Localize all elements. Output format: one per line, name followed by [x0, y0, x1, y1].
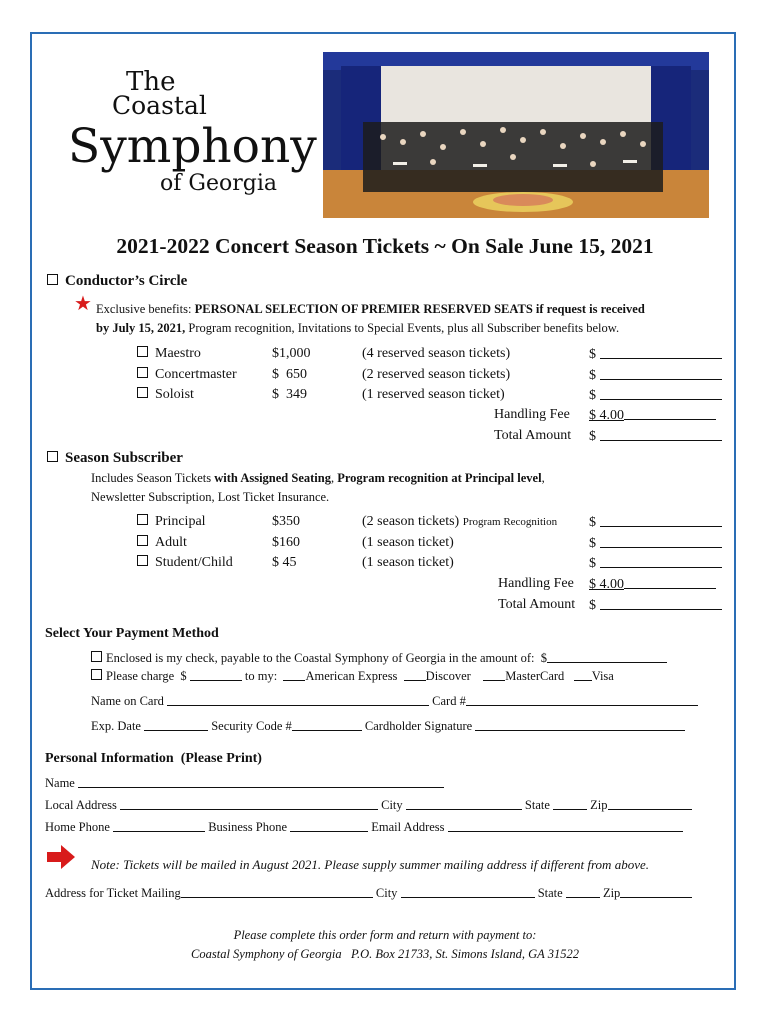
personal-info-heading: Personal Information (Please Print) — [45, 751, 262, 766]
tier-student-price: $ 45 — [272, 555, 297, 570]
tier-concertmaster-amount[interactable]: $ — [589, 367, 722, 384]
footer-instructions: Please complete this order form and return with payment to: — [233, 928, 537, 942]
subscriber-total-label: Total Amount — [498, 597, 576, 612]
maestro-checkbox[interactable] — [137, 346, 148, 357]
tier-adult-price: $160 — [272, 535, 300, 550]
tier-student-desc: (1 season ticket) — [362, 555, 454, 570]
mastercard-option: MasterCard — [505, 669, 565, 683]
svg-text:of Georgia: of Georgia — [160, 171, 277, 196]
adult-checkbox[interactable] — [137, 535, 148, 546]
check-checkbox[interactable] — [91, 651, 102, 662]
svg-text:Coastal: Coastal — [112, 91, 207, 120]
student-checkbox[interactable] — [137, 555, 148, 566]
page-title: 2021-2022 Concert Season Tickets ~ On Sale June 15, 2021 — [116, 234, 654, 258]
visa-option: Visa — [591, 669, 614, 683]
conductors-circle-checkbox[interactable] — [47, 274, 58, 285]
season-subscriber-checkbox[interactable] — [47, 451, 58, 462]
tier-concertmaster-option[interactable]: Concertmaster — [137, 367, 237, 383]
conductors-benefits-line1: Exclusive benefits: PERSONAL SELECTION OF PREMIER RESERVED SEATS if request is received — [96, 302, 645, 316]
tier-adult-desc: (1 season ticket) — [362, 535, 454, 550]
soloist-checkbox[interactable] — [137, 387, 148, 398]
conductors-total-label: Total Amount — [494, 428, 572, 443]
conductors-benefits-line2: by July 15, 2021, Program recognition, Invitations to Special Events, plus all Subscriber benefits below. — [96, 321, 620, 335]
phone-email-row[interactable]: Home Phone Business Phone Email Address — [45, 819, 683, 835]
star-icon: ★ — [74, 293, 92, 315]
tier-maestro-desc: (4 reserved season tickets) — [362, 346, 511, 361]
tier-soloist-desc: (1 reserved season ticket) — [362, 387, 505, 402]
name-field[interactable]: Name — [45, 775, 444, 791]
amex-option: American Express — [305, 669, 398, 683]
tier-principal-option[interactable]: Principal — [137, 514, 206, 530]
card-exp-row[interactable]: Exp. Date Security Code # Cardholder Signature — [91, 718, 685, 734]
conductors-total-amount[interactable]: $ — [589, 428, 722, 445]
payment-check-option[interactable]: Enclosed is my check, payable to the Coastal Symphony of Georgia in the amount of: $ — [91, 650, 667, 666]
tier-maestro-price: $1,000 — [272, 346, 311, 361]
coastal-symphony-logo — [60, 62, 317, 212]
tier-concertmaster-desc: (2 reserved season tickets) — [362, 367, 511, 382]
ticket-mailing-row[interactable]: Address for Ticket Mailing City State Zip — [45, 885, 692, 901]
tier-soloist-option[interactable]: Soloist — [137, 387, 194, 403]
tier-soloist-price: $ 349 — [272, 387, 307, 402]
svg-text:Symphony: Symphony — [68, 119, 317, 174]
tier-principal-price: $350 — [272, 514, 300, 529]
mailing-note: Note: Tickets will be mailed in August 2021. Please supply summer mailing address if different from above. — [91, 857, 649, 872]
card-name-row[interactable]: Name on Card Card # — [91, 693, 698, 709]
footer-address: Coastal Symphony of Georgia P.O. Box 21733, St. Simons Island, GA 31522 — [191, 947, 579, 961]
subscriber-desc-line1: Includes Season Tickets with Assigned Seating, Program recognition at Principal level, — [91, 471, 545, 485]
concertmaster-checkbox[interactable] — [137, 367, 148, 378]
season-subscriber-heading[interactable]: Season Subscriber — [47, 450, 183, 467]
conductors-handling-fee-value: $ 4.00 — [589, 407, 716, 424]
conductors-circle-heading[interactable]: Conductor’s Circle — [47, 273, 187, 290]
local-address-row[interactable]: Local Address City State Zip — [45, 797, 692, 813]
tier-maestro-amount[interactable]: $ — [589, 346, 722, 363]
conductors-handling-fee-label: Handling Fee — [494, 407, 570, 422]
tier-concertmaster-price: $ 650 — [272, 367, 307, 382]
payment-charge-option[interactable]: Please charge $ to my: American Express Discover MasterCard Visa — [91, 668, 614, 684]
subscriber-desc-line2: Newsletter Subscription, Lost Ticket Insurance. — [91, 490, 330, 504]
payment-heading: Select Your Payment Method — [45, 626, 219, 641]
tier-principal-amount[interactable]: $ — [589, 514, 722, 531]
discover-option: Discover — [425, 669, 471, 683]
charge-checkbox[interactable] — [91, 669, 102, 680]
tier-principal-desc: (2 season tickets) Program Recognition — [362, 514, 558, 529]
subscriber-handling-fee-label: Handling Fee — [498, 576, 574, 591]
tier-adult-amount[interactable]: $ — [589, 535, 722, 552]
arrow-right-icon — [45, 843, 77, 871]
tier-student-amount[interactable]: $ — [589, 555, 722, 572]
svg-text:The: The — [126, 67, 176, 97]
tier-adult-option[interactable]: Adult — [137, 535, 187, 551]
tier-maestro-option[interactable]: Maestro — [137, 346, 201, 362]
principal-checkbox[interactable] — [137, 514, 148, 525]
tier-student-option[interactable]: Student/Child — [137, 555, 233, 571]
subscriber-handling-fee-value: $ 4.00 — [589, 576, 716, 593]
orchestra-photo — [323, 52, 709, 218]
subscriber-total-amount[interactable]: $ — [589, 597, 722, 614]
tier-soloist-amount[interactable]: $ — [589, 387, 722, 404]
